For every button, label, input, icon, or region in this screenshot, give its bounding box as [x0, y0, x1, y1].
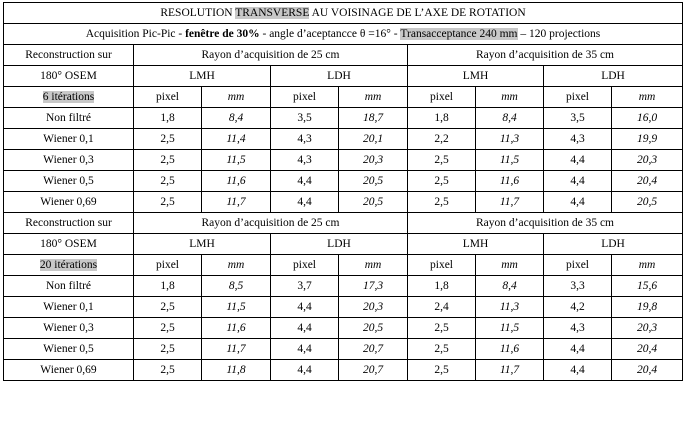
block1-header-row-rayon	[4, 45, 683, 66]
value-mm: 20,4	[612, 171, 683, 192]
value-pixel: 4,4	[271, 339, 339, 360]
value-pixel: 4,4	[271, 297, 339, 318]
unit-pixel-header: pixel	[408, 87, 476, 108]
value-pixel: 2,5	[134, 129, 202, 150]
value-pixel: 1,8	[408, 276, 476, 297]
rowhead-iterations-cell	[4, 255, 134, 276]
subtitle-window: fenêtre de 30%	[185, 28, 260, 40]
value-mm: 11,5	[476, 318, 544, 339]
value-mm: 20,3	[339, 150, 408, 171]
acquisition-subtitle	[4, 24, 683, 45]
value-mm: 20,7	[339, 360, 408, 381]
filter-label: Wiener 0,3	[4, 318, 134, 339]
value-mm: 11,4	[202, 129, 271, 150]
rowhead-line2: 180° OSEM	[4, 234, 134, 255]
rowhead-line2: 180° OSEM	[4, 66, 134, 87]
filter-label: Wiener 0,1	[4, 297, 134, 318]
unit-mm-header: mm	[612, 255, 683, 276]
unit-mm-header: mm	[339, 255, 408, 276]
unit-pixel-header: pixel	[271, 87, 339, 108]
filter-label: Non filtré	[4, 108, 134, 129]
unit-mm-header: mm	[202, 87, 271, 108]
value-mm: 20,3	[612, 318, 683, 339]
value-pixel: 2,4	[408, 297, 476, 318]
value-mm: 20,5	[339, 171, 408, 192]
ldh-header: LDH	[271, 234, 408, 255]
value-pixel: 2,5	[408, 192, 476, 213]
subtitle-transacceptance: Transacceptance 240 mm	[400, 28, 518, 40]
filter-label: Wiener 0,69	[4, 360, 134, 381]
value-mm: 11,6	[202, 318, 271, 339]
rayon-25-header: Rayon d’acquisition de 25 cm	[134, 213, 408, 234]
value-pixel: 4,3	[271, 129, 339, 150]
value-pixel: 2,5	[134, 171, 202, 192]
ldh-header: LDH	[271, 66, 408, 87]
value-pixel: 3,5	[544, 108, 612, 129]
rowhead-iterations: 6 itérations	[42, 91, 95, 103]
value-mm: 8,4	[476, 108, 544, 129]
value-mm: 11,3	[476, 297, 544, 318]
resolution-table	[3, 2, 683, 381]
table-row	[4, 108, 683, 129]
value-pixel: 4,4	[544, 171, 612, 192]
value-pixel: 3,5	[271, 108, 339, 129]
block1-header-row-metric	[4, 66, 683, 87]
value-pixel: 4,4	[271, 171, 339, 192]
value-mm: 11,8	[202, 360, 271, 381]
rowhead-iterations-cell	[4, 87, 134, 108]
value-mm: 11,5	[202, 297, 271, 318]
unit-mm-header: mm	[339, 87, 408, 108]
table-row	[4, 360, 683, 381]
value-pixel: 2,5	[408, 150, 476, 171]
unit-pixel-header: pixel	[134, 87, 202, 108]
value-pixel: 2,5	[134, 339, 202, 360]
unit-pixel-header: pixel	[544, 255, 612, 276]
filter-label: Wiener 0,5	[4, 171, 134, 192]
lmh-header: LMH	[134, 66, 271, 87]
ldh-header: LDH	[544, 66, 683, 87]
value-pixel: 4,4	[544, 150, 612, 171]
value-pixel: 2,2	[408, 129, 476, 150]
value-pixel: 2,5	[134, 318, 202, 339]
block1-header-row-units	[4, 87, 683, 108]
table-row	[4, 318, 683, 339]
unit-pixel-header: pixel	[134, 255, 202, 276]
value-mm: 8,5	[202, 276, 271, 297]
value-mm: 11,6	[476, 339, 544, 360]
table-row	[4, 297, 683, 318]
lmh-header: LMH	[408, 66, 544, 87]
value-pixel: 2,5	[134, 192, 202, 213]
value-mm: 20,4	[612, 360, 683, 381]
value-pixel: 4,3	[271, 150, 339, 171]
value-pixel: 3,7	[271, 276, 339, 297]
value-mm: 16,0	[612, 108, 683, 129]
rowhead-iterations: 20 itérations	[39, 259, 98, 271]
value-mm: 20,5	[612, 192, 683, 213]
value-mm: 15,6	[612, 276, 683, 297]
lmh-header: LMH	[134, 234, 271, 255]
value-mm: 20,7	[339, 339, 408, 360]
table-row	[4, 150, 683, 171]
title-text-start: RESOLUTION	[160, 7, 236, 19]
value-mm: 11,7	[202, 339, 271, 360]
table-title	[4, 3, 683, 24]
value-pixel: 2,5	[408, 318, 476, 339]
unit-pixel-header: pixel	[544, 87, 612, 108]
value-pixel: 1,8	[134, 276, 202, 297]
value-mm: 20,3	[612, 150, 683, 171]
value-pixel: 2,5	[134, 150, 202, 171]
rowhead-line1: Reconstruction sur	[4, 45, 134, 66]
value-mm: 8,4	[476, 276, 544, 297]
block2-header-row-units	[4, 255, 683, 276]
lmh-header: LMH	[408, 234, 544, 255]
value-pixel: 4,4	[544, 360, 612, 381]
value-pixel: 3,3	[544, 276, 612, 297]
filter-label: Non filtré	[4, 276, 134, 297]
value-mm: 8,4	[202, 108, 271, 129]
subtitle-part3: – 120 projections	[517, 28, 601, 40]
filter-label: Wiener 0,3	[4, 150, 134, 171]
value-mm: 11,6	[476, 171, 544, 192]
value-pixel: 1,8	[408, 108, 476, 129]
table-row	[4, 276, 683, 297]
filter-label: Wiener 0,5	[4, 339, 134, 360]
value-mm: 20,3	[339, 297, 408, 318]
value-pixel: 2,5	[408, 360, 476, 381]
value-mm: 20,5	[339, 192, 408, 213]
value-mm: 20,5	[339, 318, 408, 339]
filter-label: Wiener 0,69	[4, 192, 134, 213]
value-pixel: 2,5	[408, 339, 476, 360]
value-pixel: 4,4	[271, 318, 339, 339]
value-mm: 11,5	[202, 150, 271, 171]
value-pixel: 1,8	[134, 108, 202, 129]
value-mm: 20,4	[612, 339, 683, 360]
value-pixel: 4,4	[271, 192, 339, 213]
filter-label: Wiener 0,1	[4, 129, 134, 150]
title-highlight: TRANSVERSE	[235, 7, 310, 19]
value-mm: 11,3	[476, 129, 544, 150]
value-pixel: 4,4	[544, 192, 612, 213]
table-row	[4, 171, 683, 192]
unit-pixel-header: pixel	[271, 255, 339, 276]
unit-pixel-header: pixel	[408, 255, 476, 276]
rowhead-line1: Reconstruction sur	[4, 213, 134, 234]
unit-mm-header: mm	[476, 87, 544, 108]
value-mm: 19,9	[612, 129, 683, 150]
rayon-35-header: Rayon d’acquisition de 35 cm	[408, 45, 683, 66]
value-mm: 19,8	[612, 297, 683, 318]
value-mm: 11,7	[202, 192, 271, 213]
value-pixel: 4,3	[544, 129, 612, 150]
value-pixel: 2,5	[134, 360, 202, 381]
block2-header-row-rayon	[4, 213, 683, 234]
table-row	[4, 339, 683, 360]
value-pixel: 4,4	[271, 360, 339, 381]
unit-mm-header: mm	[612, 87, 683, 108]
table-row	[4, 192, 683, 213]
value-pixel: 2,5	[408, 171, 476, 192]
value-mm: 18,7	[339, 108, 408, 129]
block2-header-row-metric	[4, 234, 683, 255]
value-mm: 11,7	[476, 192, 544, 213]
rayon-25-header: Rayon d’acquisition de 25 cm	[134, 45, 408, 66]
subtitle-part1: Acquisition Pic-Pic -	[85, 28, 186, 40]
value-pixel: 2,5	[134, 297, 202, 318]
unit-mm-header: mm	[476, 255, 544, 276]
title-text-end: AU VOISINAGE DE L’AXE DE ROTATION	[309, 7, 526, 19]
value-pixel: 4,2	[544, 297, 612, 318]
unit-mm-header: mm	[202, 255, 271, 276]
table-row	[4, 129, 683, 150]
value-mm: 11,7	[476, 360, 544, 381]
value-pixel: 4,4	[544, 339, 612, 360]
value-mm: 11,5	[476, 150, 544, 171]
value-mm: 17,3	[339, 276, 408, 297]
ldh-header: LDH	[544, 234, 683, 255]
value-mm: 11,6	[202, 171, 271, 192]
rayon-35-header: Rayon d’acquisition de 35 cm	[408, 213, 683, 234]
value-mm: 20,1	[339, 129, 408, 150]
subtitle-part2: - angle d’aceptancce θ =16° -	[259, 28, 401, 40]
value-pixel: 4,3	[544, 318, 612, 339]
